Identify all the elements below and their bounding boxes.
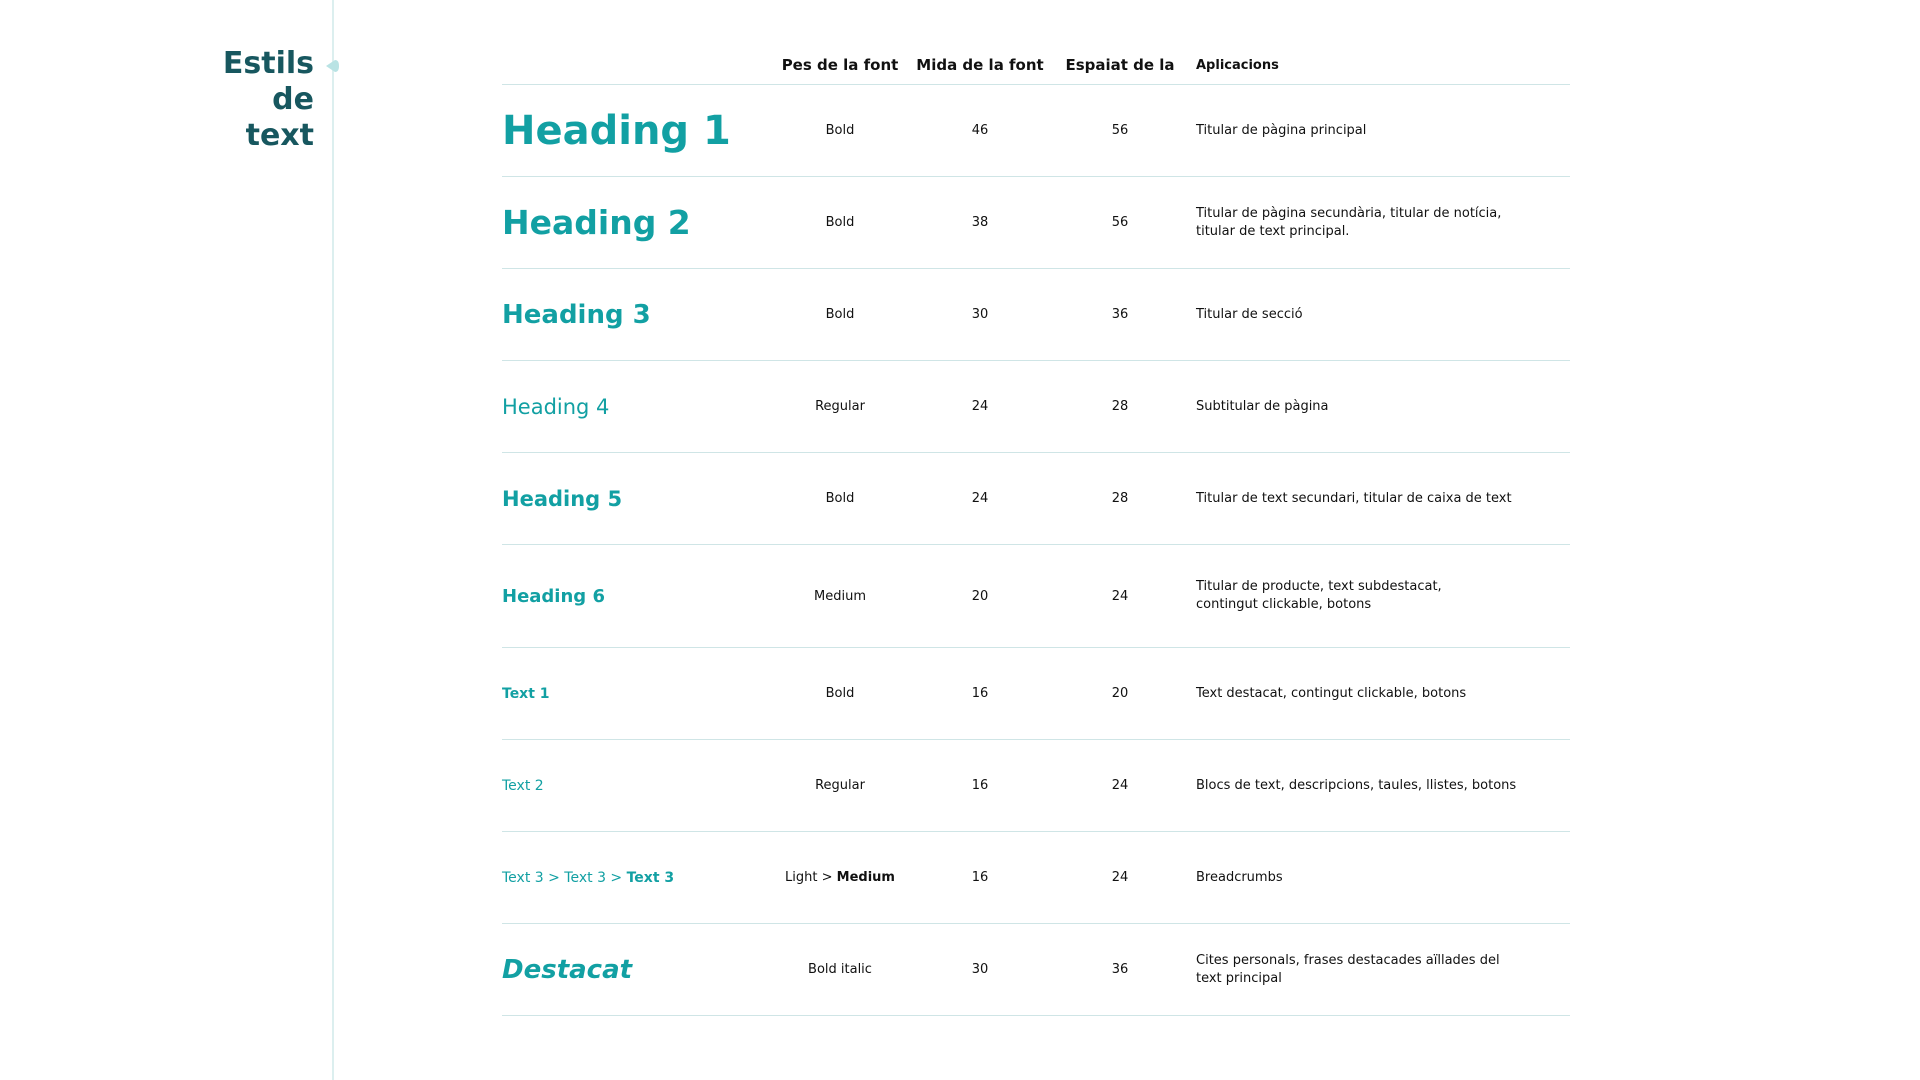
header-applications: Aplicacions xyxy=(1196,57,1279,73)
table-row xyxy=(502,924,1570,1016)
applications-cell: Blocs de text, descripcions, taules, llistes, botons xyxy=(1196,777,1517,793)
table-row xyxy=(502,832,1570,924)
style-sample-destacat: Destacat xyxy=(502,954,633,985)
applications-cell: Titular de pàgina secundària, titular de notícia, titular de text principal. xyxy=(1196,205,1502,239)
font-size-cell: 30 xyxy=(971,962,989,977)
font-weight-cell: Bold xyxy=(825,123,855,138)
applications-cell: Titular de secció xyxy=(1196,306,1303,322)
spacing-cell: 24 xyxy=(1111,870,1129,885)
spacing-cell: 20 xyxy=(1111,686,1129,701)
style-sample-text-1: Text 1 xyxy=(502,685,550,702)
applications-cell: Cites personals, frases destacades aïllades del text principal xyxy=(1196,952,1500,986)
font-size-cell: 46 xyxy=(971,123,989,138)
font-size-cell: 16 xyxy=(971,778,989,793)
style-sample-heading-6: Heading 6 xyxy=(502,585,605,607)
spacing-cell: 36 xyxy=(1111,307,1129,322)
sidebar xyxy=(0,0,334,1080)
applications-cell: Titular de pàgina principal xyxy=(1196,122,1367,138)
table-row xyxy=(502,177,1570,269)
breadcrumb-current-part: Text 3 xyxy=(626,869,675,886)
table-row xyxy=(502,453,1570,545)
header-font-weight: Pes de la font xyxy=(781,56,899,74)
style-sample-heading-3: Heading 3 xyxy=(502,299,651,330)
applications-cell: Titular de text secundari, titular de caixa de text xyxy=(1196,490,1512,506)
applications-cell: Text destacat, contingut clickable, botons xyxy=(1196,685,1467,701)
table-header xyxy=(502,46,1570,85)
breadcrumb-light-part: Text 3 > Text 3 > xyxy=(502,869,627,886)
title-line-2: de xyxy=(272,82,314,117)
table-row xyxy=(502,740,1570,832)
spacing-cell: 56 xyxy=(1111,215,1129,230)
table-row xyxy=(502,545,1570,648)
spacing-cell: 28 xyxy=(1111,399,1129,414)
header-font-size: Mida de la font xyxy=(916,56,1044,74)
title-line-3: text xyxy=(245,118,314,153)
font-size-cell: 30 xyxy=(971,307,989,322)
style-sample-text-2: Text 2 xyxy=(502,777,544,794)
table-row xyxy=(502,361,1570,453)
table-row xyxy=(502,269,1570,361)
page-title xyxy=(114,46,314,154)
font-size-cell: 20 xyxy=(971,588,989,604)
style-sample-heading-5: Heading 5 xyxy=(502,486,623,511)
font-weight-cell: Bold italic xyxy=(808,962,872,977)
font-weight-cell: Medium xyxy=(814,588,866,604)
applications-cell: Breadcrumbs xyxy=(1196,869,1283,885)
spacing-cell: 28 xyxy=(1111,491,1129,506)
table-row xyxy=(502,648,1570,740)
weight-light-part: Light > xyxy=(785,870,837,885)
font-size-cell: 38 xyxy=(971,215,989,230)
weight-medium-part: Medium xyxy=(836,870,895,885)
font-weight-cell: Regular xyxy=(815,399,865,414)
style-sample-text-3-breadcrumb xyxy=(502,870,770,886)
font-size-cell: 24 xyxy=(971,399,989,414)
applications-cell: Subtitular de pàgina xyxy=(1196,398,1329,414)
font-weight-cell: Bold xyxy=(825,215,855,230)
font-size-cell: 24 xyxy=(971,491,989,506)
title-line-1: Estils xyxy=(222,46,314,81)
font-weight-cell xyxy=(770,870,910,885)
spacing-cell: 24 xyxy=(1111,778,1129,793)
style-sample-heading-1: Heading 1 xyxy=(502,107,731,154)
font-size-cell: 16 xyxy=(971,686,989,701)
header-spacing: Espaiat de la xyxy=(1065,56,1175,74)
spacing-cell: 56 xyxy=(1111,123,1129,138)
table-row xyxy=(502,85,1570,177)
applications-cell: Titular de producte, text subdestacat, contingut clickable, botons xyxy=(1196,579,1442,612)
font-weight-cell: Bold xyxy=(825,491,855,506)
font-weight-cell: Regular xyxy=(815,778,865,793)
text-styles-table xyxy=(502,46,1570,1016)
spacing-cell: 36 xyxy=(1111,962,1129,977)
style-sample-heading-4: Heading 4 xyxy=(502,394,610,419)
font-size-cell: 16 xyxy=(971,870,989,885)
spacing-cell: 24 xyxy=(1111,588,1129,604)
font-weight-cell: Bold xyxy=(825,686,855,701)
style-sample-heading-2: Heading 2 xyxy=(502,203,691,242)
marker-dot-icon xyxy=(324,58,340,74)
font-weight-cell: Bold xyxy=(825,307,855,322)
